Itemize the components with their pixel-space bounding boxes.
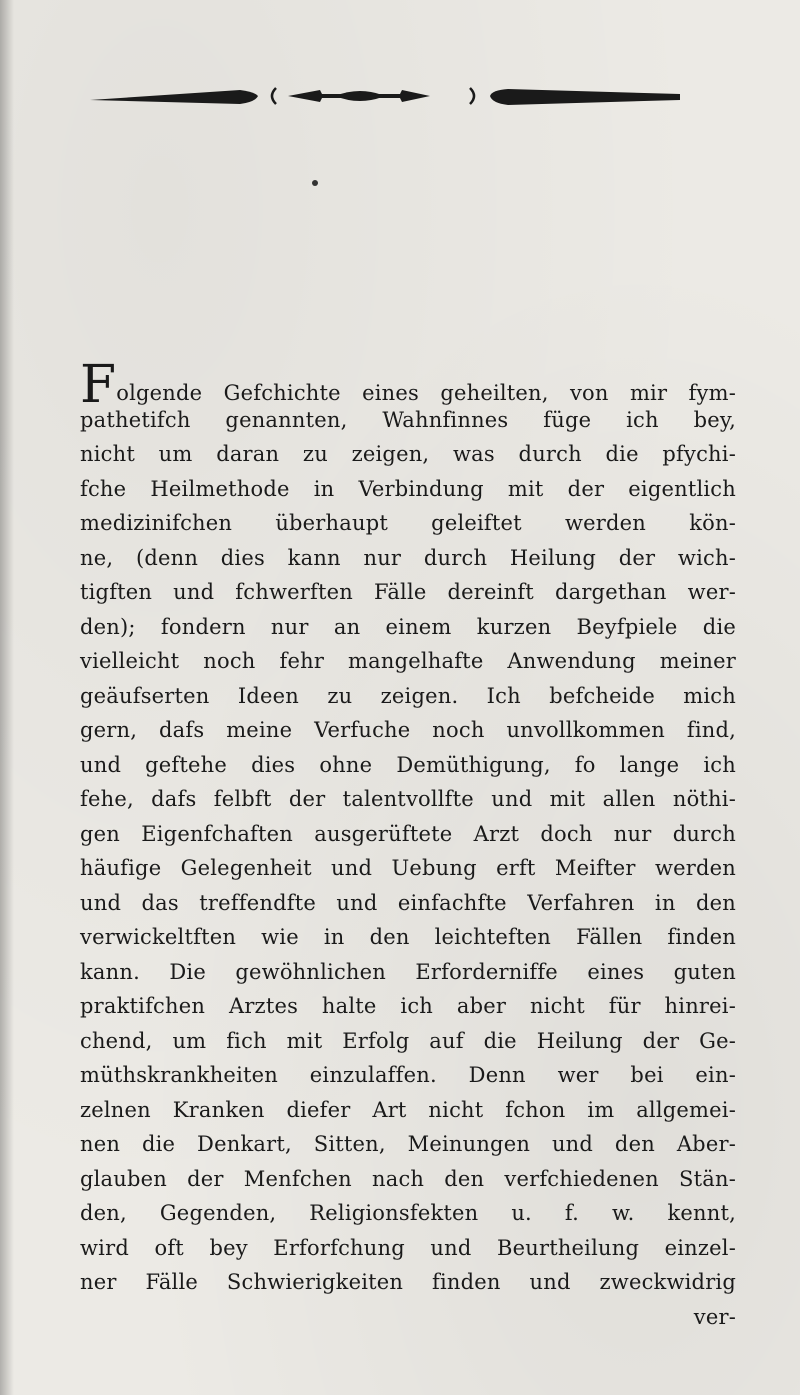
ornamental-rule-icon <box>90 78 680 114</box>
text-line: pathetifch genannten, Wahnfinnes füge ich bey, <box>80 407 736 432</box>
text-line: häufige Gelegenheit und Uebung erft Meifter werden <box>80 856 736 880</box>
text-line: gern, dafs meine Verfuche noch unvollkommen find, <box>80 718 736 742</box>
body-paragraph <box>80 355 736 1334</box>
text-line: glauben der Menfchen nach den verfchiedenen Stän- <box>80 1166 736 1191</box>
drop-cap: F <box>80 355 117 415</box>
text-line: und geftehe dies ohne Demüthigung, fo lange ich <box>80 752 736 777</box>
text-line: nicht um daran zu zeigen, was durch die pfychi- <box>80 442 736 466</box>
text-line: chend, um fich mit Erfolg auf die Heilung der Ge- <box>80 1028 736 1053</box>
text-line: müthskrankheiten einzulaffen. Denn wer bei ein- <box>80 1063 736 1087</box>
text-line: fehe, dafs felbft der talentvollfte und mit allen nöthi- <box>80 787 736 811</box>
page-edge-shadow <box>0 0 14 1395</box>
text-line: ne, (denn dies kann nur durch Heilung der wich- <box>80 545 736 570</box>
ornament-dot <box>312 180 318 186</box>
text-line: fche Heilmethode in Verbindung mit der eigentlich <box>80 476 736 501</box>
text-line: kann. Die gewöhnlichen Erforderniffe eines guten <box>80 959 736 984</box>
text-line: nen die Denkart, Sitten, Meinungen und den Aber- <box>80 1132 736 1156</box>
text-line: tigften und fchwerften Fälle dereinft dargethan wer- <box>80 580 736 604</box>
text-line: den); fondern nur an einem kurzen Beyfpiele die <box>80 614 736 639</box>
text-line: medizinifchen überhaupt geleiftet werden kön- <box>80 511 736 535</box>
line-text: olgende Gefchichte eines geheilten, von mir fym- <box>116 381 736 405</box>
catchword: ver- <box>693 1304 736 1329</box>
text-line: zelnen Kranken diefer Art nicht fchon im allgemei- <box>80 1097 736 1122</box>
text-line: und das treffendfte und einfachfte Verfahren in den <box>80 890 736 915</box>
text-line: praktifchen Arztes halte ich aber nicht für hinrei- <box>80 994 736 1018</box>
text-line: wird oft bey Erforfchung und Beurtheilung einzel- <box>80 1235 736 1260</box>
text-line: vielleicht noch fehr mangelhafte Anwendung meiner <box>80 649 736 673</box>
text-line: ner Fälle Schwierigkeiten finden und zweckwidrig <box>80 1270 736 1294</box>
text-line <box>80 355 736 415</box>
text-line: den, Gegenden, Religionsfekten u. f. w. kennt, <box>80 1201 736 1225</box>
text-line: geäufserten Ideen zu zeigen. Ich befcheide mich <box>80 683 736 708</box>
text-line: gen Eigenfchaften ausgerüftete Arzt doch nur durch <box>80 821 736 846</box>
text-line: verwickeltften wie in den leichteften Fällen finden <box>80 925 736 949</box>
